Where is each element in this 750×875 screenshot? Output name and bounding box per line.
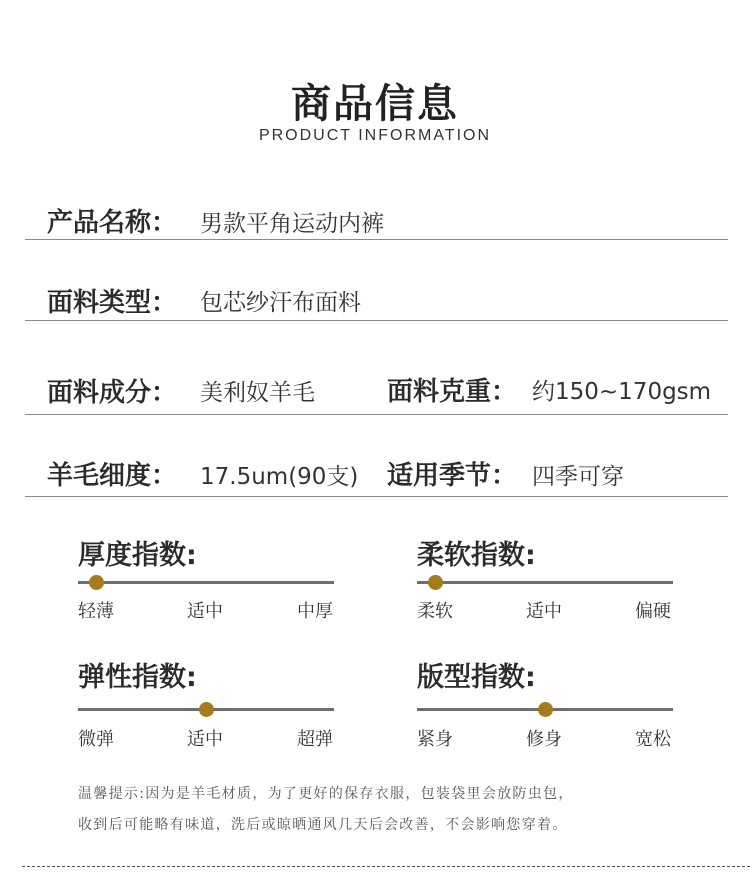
fineness-label: 羊毛细度： [47, 461, 178, 491]
product-name-value: 男款平角运动内裤 [200, 211, 384, 237]
care-tip-line-1: 温馨提示:因为是羊毛材质，为了更好的保存衣服，包装袋里会放防虫包， [78, 786, 574, 802]
info-row-fabric-type [25, 277, 728, 321]
page-title: 商品信息 [291, 81, 459, 127]
info-row-composition [25, 366, 728, 415]
season-label: 适用季节： [387, 461, 518, 491]
softness-metric-track [417, 581, 673, 584]
elasticity-metric-track [78, 708, 334, 711]
thickness-tick-high: 中厚 [297, 601, 333, 622]
thickness-tick-low: 轻薄 [78, 601, 114, 622]
softness-tick-low: 柔软 [417, 601, 453, 622]
page-subtitle: PRODUCT INFORMATION [258, 127, 492, 144]
info-row-fineness [25, 452, 728, 497]
fit-tick-low: 紧身 [417, 729, 453, 750]
composition-label: 面料成分： [47, 378, 178, 408]
season-value: 四季可穿 [532, 464, 624, 490]
softness-tick-high: 偏硬 [635, 601, 671, 622]
fit-metric-track [417, 708, 673, 711]
thickness-metric-indicator [89, 575, 104, 590]
elasticity-tick-mid: 适中 [187, 729, 223, 750]
softness-metric-title: 柔软指数: [417, 540, 536, 571]
thickness-metric-title: 厚度指数: [78, 540, 197, 571]
info-row-name [25, 197, 728, 240]
composition-value: 美利奴羊毛 [200, 380, 315, 406]
fabric-type-value: 包芯纱汗布面料 [200, 290, 361, 316]
fit-metric-title: 版型指数: [417, 662, 536, 693]
product-name-label: 产品名称： [47, 208, 178, 238]
softness-metric-indicator [428, 575, 443, 590]
thickness-metric-track [78, 581, 334, 584]
thickness-tick-mid: 适中 [187, 601, 223, 622]
elasticity-metric-indicator [199, 702, 214, 717]
fit-metric-indicator [538, 702, 553, 717]
elasticity-tick-high: 超弹 [297, 729, 333, 750]
elasticity-tick-low: 微弹 [78, 729, 114, 750]
weight-label: 面料克重： [387, 377, 518, 407]
dashed-divider [22, 866, 750, 867]
fit-tick-mid: 修身 [526, 729, 562, 750]
weight-value: 约150~170gsm [532, 379, 712, 405]
fineness-value: 17.5um(90支) [200, 464, 359, 490]
fit-tick-high: 宽松 [635, 729, 671, 750]
softness-tick-mid: 适中 [526, 601, 562, 622]
care-tip-line-2: 收到后可能略有味道，洗后或晾晒通风几天后会改善，不会影响您穿着。 [78, 817, 568, 833]
fabric-type-label: 面料类型： [47, 288, 178, 318]
elasticity-metric-title: 弹性指数: [78, 662, 197, 693]
